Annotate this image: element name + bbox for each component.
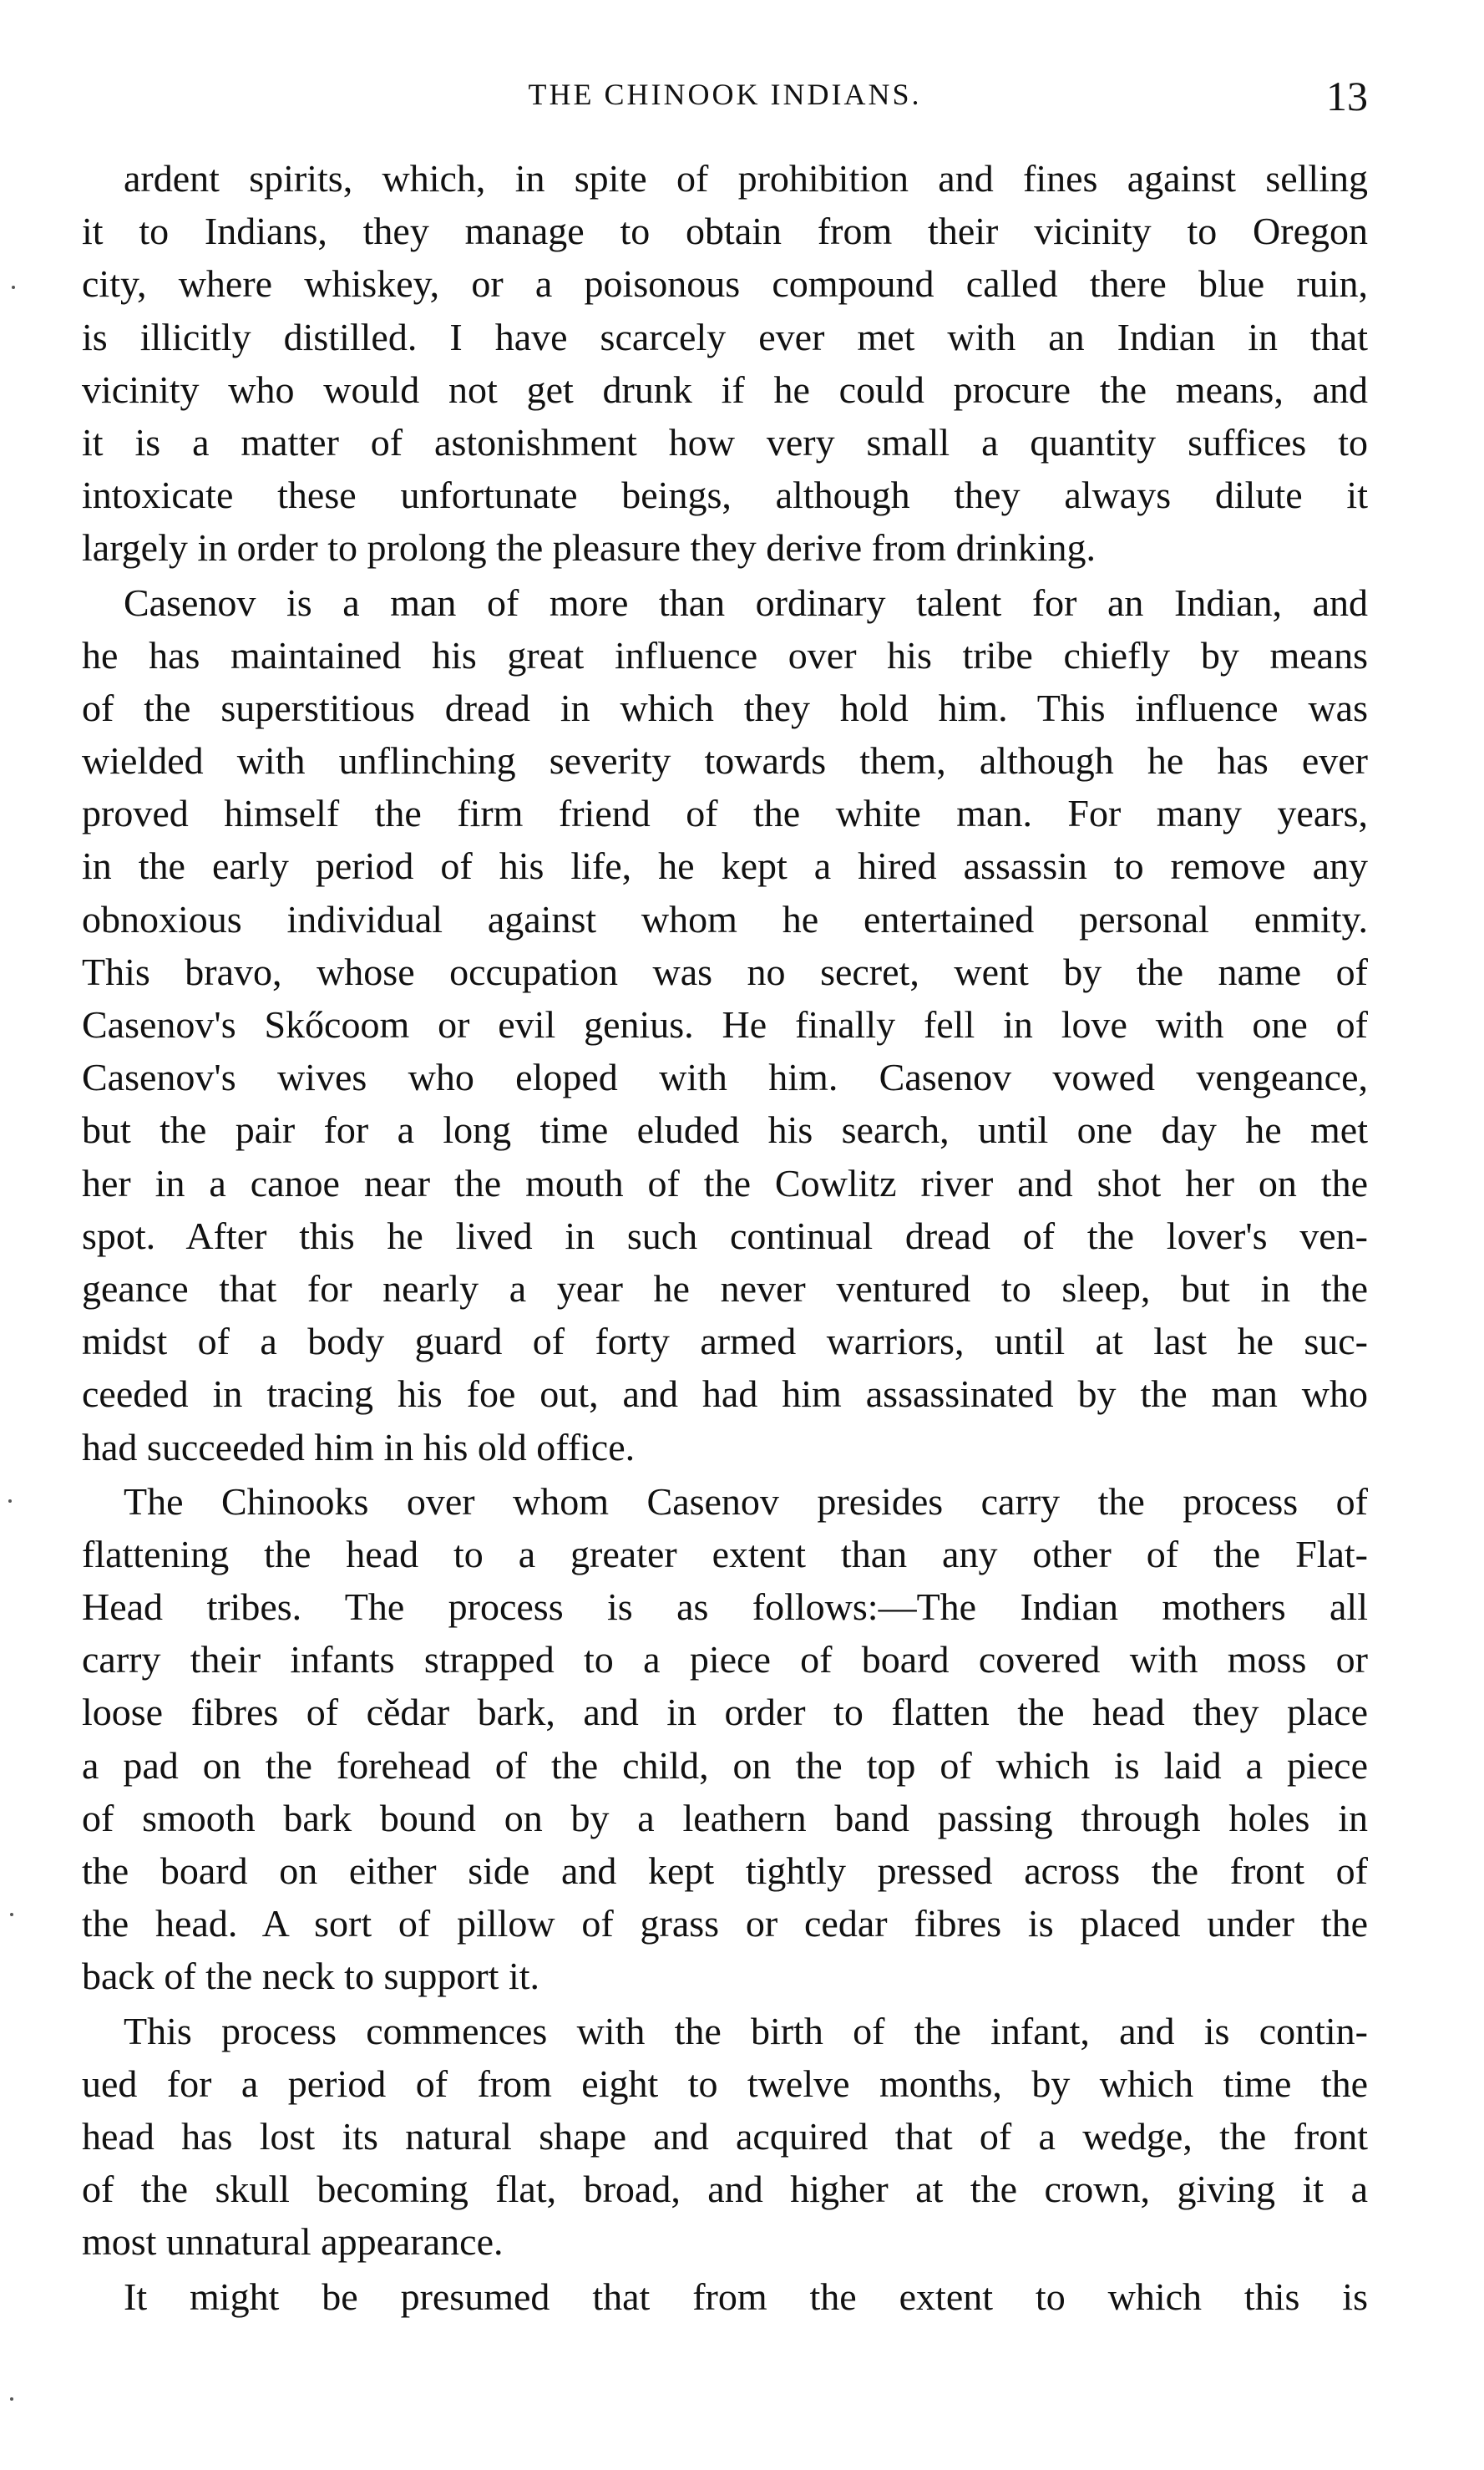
- text-line: largely in order to prolong the pleasure they derive from drinking.: [82, 526, 1096, 570]
- text-line: ued for a period of from eight to twelve months, by which time the: [82, 2062, 1368, 2105]
- text-line: vicinity who would not get drunk if he could procure the means, and: [82, 368, 1368, 411]
- text-line: proved himself the firm friend of the white man. For many years,: [82, 792, 1368, 835]
- text-line: the head. A sort of pillow of grass or cedar fibres is placed under the: [82, 1902, 1368, 1945]
- text-line: ardent spirits, which, in spite of prohibition and fines against selling: [124, 157, 1368, 200]
- text-line: spot. After this he lived in such continual dread of the lover's ven-: [82, 1214, 1368, 1257]
- text-line: back of the neck to support it.: [82, 1955, 540, 1998]
- scan-speck: [10, 1913, 13, 1916]
- text-line: of smooth bark bound on by a leathern band passing through holes in: [82, 1796, 1368, 1839]
- text-line: in the early period of his life, he kept a hired assassin to remove any: [82, 844, 1368, 888]
- text-line: it is a matter of astonishment how very small a quantity suffices to: [82, 420, 1368, 464]
- running-title: THE CHINOOK INDIANS.: [528, 78, 922, 111]
- text-line: obnoxious individual against whom he entertained personal enmity.: [82, 897, 1368, 941]
- paragraph: [82, 152, 1368, 575]
- text-line: her in a canoe near the mouth of the Cowlitz river and shot her on the: [82, 1161, 1368, 1205]
- text-line: is illicitly distilled. I have scarcely ever met with an Indian in that: [82, 315, 1368, 358]
- text-line: The Chinooks over whom Casenov presides carry the process of: [124, 1479, 1368, 1523]
- paragraph: [82, 2005, 1368, 2269]
- text-line: Casenov's wives who eloped with him. Casenov vowed vengeance,: [82, 1056, 1368, 1099]
- text-line: he has maintained his great influence over his tribe chiefly by means: [82, 633, 1368, 677]
- text-line: of the superstitious dread in which they hold him. This influence was: [82, 686, 1368, 729]
- paragraph: [82, 576, 1368, 1473]
- text-line: of the skull becoming flat, broad, and higher at the crown, giving it a: [82, 2168, 1368, 2211]
- text-line: This process commences with the birth of the infant, and is contin-: [124, 2009, 1368, 2052]
- scan-speck: [12, 286, 15, 289]
- text-line: Casenov is a man of more than ordinary talent for an Indian, and: [124, 581, 1368, 624]
- text-line: but the pair for a long time eluded his search, until one day he met: [82, 1108, 1368, 1152]
- text-line: Casenov's Skőcoom or evil genius. He finally fell in love with one of: [82, 1003, 1368, 1046]
- text-line: head has lost its natural shape and acquired that of a wedge, the front: [82, 2114, 1368, 2158]
- running-head: [82, 73, 1368, 127]
- paragraph: [82, 1475, 1368, 2003]
- text-line: loose fibres of cědar bark, and in order to flatten the head they place: [82, 1691, 1368, 1734]
- scan-speck: [10, 2397, 13, 2401]
- text-line: intoxicate these unfortunate beings, although they always dilute it: [82, 474, 1368, 517]
- text-line: most unnatural appearance.: [82, 2220, 504, 2264]
- text-line: Head tribes. The process is as follows:—The Indian mothers all: [82, 1585, 1368, 1629]
- text-line: This bravo, whose occupation was no secret, went by the name of: [82, 950, 1368, 993]
- text-line: it to Indians, they manage to obtain from their vicinity to Oregon: [82, 210, 1368, 253]
- text-line: midst of a body guard of forty armed warriors, until at last he suc-: [82, 1320, 1368, 1363]
- text-line: city, where whiskey, or a poisonous compound called there blue ruin,: [82, 262, 1368, 306]
- text-line: the board on either side and kept tightly pressed across the front of: [82, 1849, 1368, 1892]
- text-line: wielded with unflinching severity towards them, although he has ever: [82, 739, 1368, 783]
- text-line: It might be presumed that from the extent to which this is: [124, 2275, 1368, 2318]
- page-number: 13: [1326, 73, 1368, 119]
- scan-speck: [8, 1499, 12, 1503]
- body-text: [82, 152, 1368, 2325]
- text-line: flattening the head to a greater extent than any other of the Flat-: [82, 1532, 1368, 1575]
- text-line: had succeeded him in his old office.: [82, 1425, 636, 1468]
- text-line: ceeded in tracing his foe out, and had him assassinated by the man who: [82, 1372, 1368, 1416]
- text-line: geance that for nearly a year he never ventured to sleep, but in the: [82, 1266, 1368, 1310]
- paragraph: [82, 2270, 1368, 2323]
- text-line: a pad on the forehead of the child, on the top of which is laid a piece: [82, 1743, 1368, 1787]
- text-line: carry their infants strapped to a piece of board covered with moss or: [82, 1638, 1368, 1681]
